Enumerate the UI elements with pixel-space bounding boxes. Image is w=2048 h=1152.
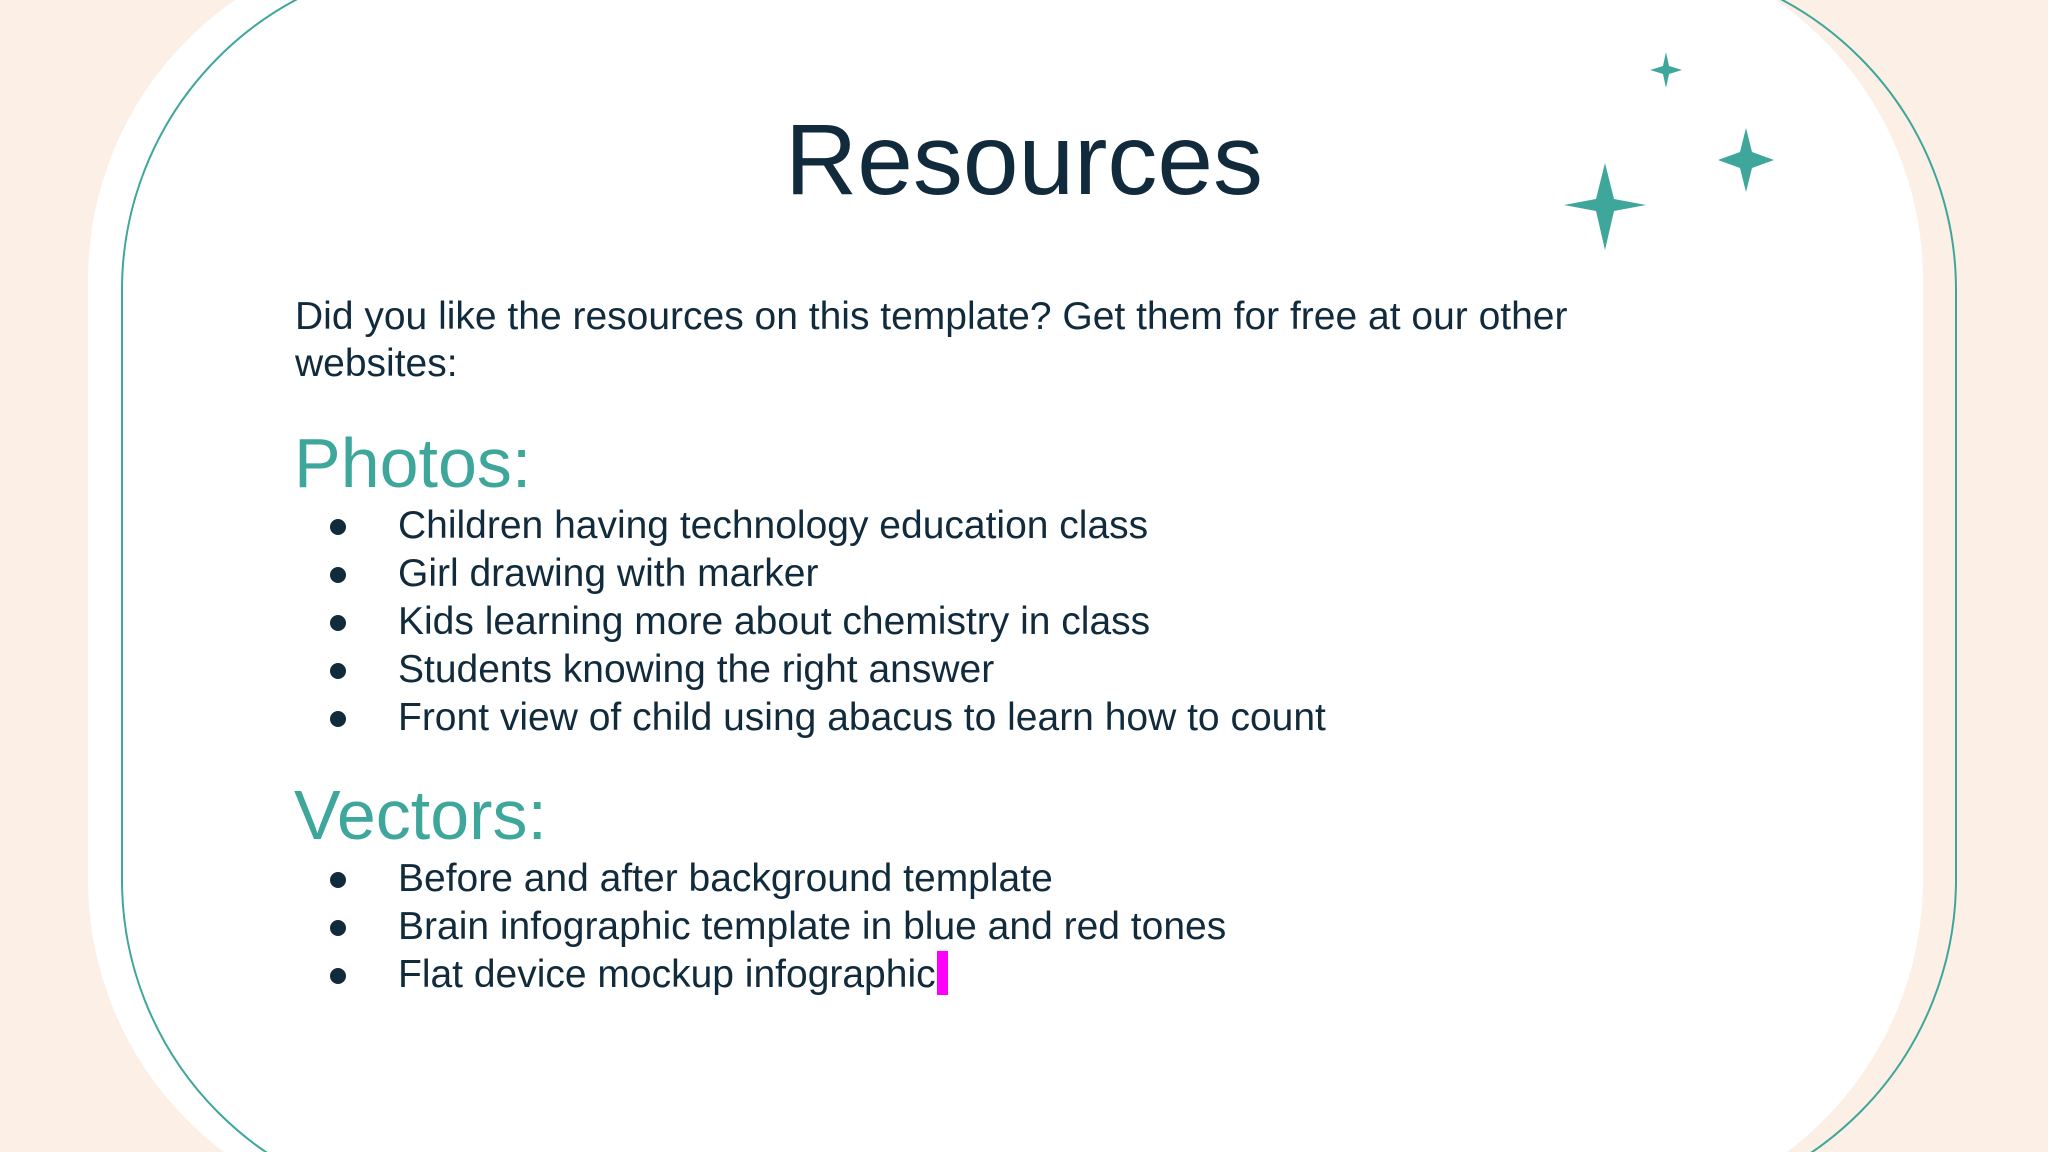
bullet-icon <box>330 519 346 535</box>
list-item-text: Before and after background template <box>398 857 1053 900</box>
page-title: Resources <box>785 104 1263 216</box>
section-heading-vectors: Vectors: <box>294 776 547 854</box>
list-item-text-wrap[interactable] <box>398 951 948 999</box>
section-heading-photos: Photos: <box>294 424 532 502</box>
list-item-text: Flat device mockup infographic <box>398 953 936 996</box>
bullet-icon <box>330 663 346 679</box>
bullet-icon <box>330 567 346 583</box>
intro-text: Did you like the resources on this template? Get them for free at our other websites: <box>295 295 1568 385</box>
bullet-icon <box>330 615 346 631</box>
list-item-text: Girl drawing with marker <box>398 552 819 595</box>
text-cursor <box>937 951 948 995</box>
list-item-text: Students knowing the right answer <box>398 648 995 691</box>
list-item-text: Brain infographic template in blue and red tones <box>398 905 1227 948</box>
list-item-text: Children having technology education class <box>398 504 1149 547</box>
list-item-text: Kids learning more about chemistry in class <box>398 600 1151 643</box>
list-item-text: Front view of child using abacus to learn how to count <box>398 696 1326 739</box>
bullet-icon <box>330 920 346 936</box>
bullet-icon <box>330 872 346 888</box>
bullet-icon <box>330 711 346 727</box>
bullet-icon <box>330 968 346 984</box>
